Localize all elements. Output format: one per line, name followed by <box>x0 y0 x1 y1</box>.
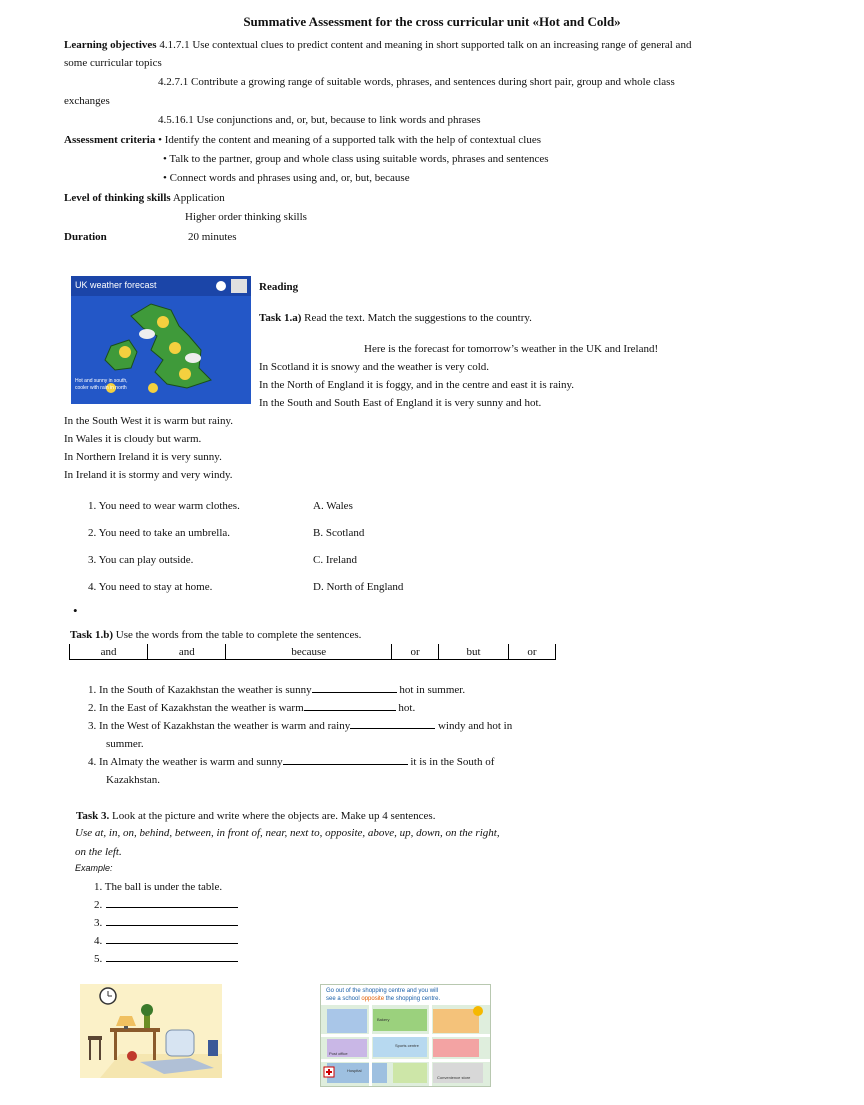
thinking-skills-label: Level of thinking skills <box>64 192 171 204</box>
answer-blank[interactable] <box>304 701 396 711</box>
sentence-item <box>88 683 465 697</box>
suggestion-item: 3. You can play outside. <box>88 554 194 566</box>
sentence-item <box>88 755 494 769</box>
room-picture-graphic <box>80 984 222 1078</box>
task1b-label: Task 1.b) <box>70 629 114 641</box>
answer-blank[interactable] <box>312 683 397 693</box>
sentence-after: it is in the South of <box>410 756 495 768</box>
word-cell: but <box>439 644 509 660</box>
task3-item <box>94 898 238 912</box>
duration-label: Duration <box>64 231 107 243</box>
town-map-icon <box>320 984 491 1087</box>
town-caption-line: the shopping centre. <box>385 996 441 1002</box>
thinking-skill: Application <box>172 192 225 204</box>
sentence-continuation: Kazakhstan. <box>106 774 161 786</box>
answer-line[interactable] <box>106 952 238 962</box>
word-cell: and <box>148 644 226 660</box>
criteria-text: • Identify the content and meaning of a supported talk with the help of contextual clues <box>158 134 542 146</box>
answer-line[interactable] <box>106 916 238 926</box>
learning-objectives-label: Learning objectives <box>64 39 157 51</box>
forecast-line: In Wales it is cloudy but warm. <box>64 433 202 445</box>
objective-text: some curricular topics <box>64 57 162 69</box>
task3-item-number: 5. <box>94 953 103 965</box>
town-caption-line: see a school <box>326 996 360 1002</box>
sentence-after: hot. <box>398 702 416 714</box>
answer-blank[interactable] <box>350 719 435 729</box>
answer-blank[interactable] <box>283 755 408 765</box>
town-label: Post office <box>329 1051 348 1056</box>
objective-text: 4.2.7.1 Contribute a growing range of suitable words, phrases, and sentences during short pair, group and whole class <box>158 76 675 88</box>
forecast-line: In the South West it is warm but rainy. <box>64 415 233 427</box>
sentence-before: In the East of Kazakhstan the weather is warm <box>99 702 304 714</box>
task3-item <box>94 952 238 966</box>
town-caption-highlight: opposite <box>361 996 385 1002</box>
sentence-continuation: summer. <box>106 738 144 750</box>
task3-item-number: 4. <box>94 935 103 947</box>
sentence-after: hot in summer. <box>399 684 466 696</box>
answer-line[interactable] <box>106 898 238 908</box>
town-label: Bakery <box>377 1017 390 1022</box>
reading-task <box>259 311 532 325</box>
thinking-skill: Higher order thinking skills <box>185 211 307 223</box>
town-map-caption <box>326 987 440 1003</box>
task3-item: 1. The ball is under the table. <box>94 881 223 893</box>
weather-map-icon <box>71 276 251 404</box>
forecast-line: In Northern Ireland it is very sunny. <box>64 451 222 463</box>
task3-example-label: Example: <box>75 863 113 873</box>
task3-item-number: 3. <box>94 917 103 929</box>
sentence-item <box>88 701 415 715</box>
word-cell: and <box>70 644 148 660</box>
country-item: C. Ireland <box>313 554 357 566</box>
objective-text: 4.5.16.1 Use conjunctions and, or, but, because to link words and phrases <box>158 114 481 126</box>
duration-value: 20 minutes <box>188 231 237 243</box>
country-item: D. North of England <box>313 581 404 593</box>
sentence-item <box>88 719 512 733</box>
objective-text: exchanges <box>64 95 110 107</box>
task3-use-line: Use at, in, on, behind, between, in front of, near, next to, opposite, above, up, down, on the right, <box>75 827 500 839</box>
town-label: Convenience store <box>437 1075 471 1080</box>
suggestion-item: 4. You need to stay at home. <box>88 581 213 593</box>
map-title: UK weather forecast <box>75 280 157 290</box>
sentence-before: In the South of Kazakhstan the weather is sunny <box>99 684 312 696</box>
task3-item-number: 2. <box>94 899 103 911</box>
town-label: Hospital <box>347 1068 362 1073</box>
sentence-before: In Almaty the weather is warm and sunny <box>99 756 283 768</box>
task3-use-line: on the left. <box>75 846 122 858</box>
task3-instruction <box>76 809 435 823</box>
word-table <box>69 644 556 660</box>
suggestion-item: 2. You need to take an umbrella. <box>88 527 231 539</box>
map-caption-line: cooler with rain in north <box>75 385 127 391</box>
reading-task-label: Task 1.a) <box>259 312 302 324</box>
bullet: • <box>73 603 78 618</box>
sentence-after: windy and hot in <box>437 720 513 732</box>
forecast-line: In the South and South East of England it is very sunny and hot. <box>259 397 542 409</box>
page-title: Summative Assessment for the cross curricular unit «Hot and Cold» <box>243 14 621 29</box>
assessment-criteria-label: Assessment criteria <box>64 134 156 146</box>
word-cell: or <box>392 644 439 660</box>
criteria-text: • Talk to the partner, group and whole class using suitable words, phrases and sentences <box>163 153 549 165</box>
map-caption <box>75 378 128 392</box>
country-item: B. Scotland <box>313 527 365 539</box>
sentence-number: 4. <box>88 756 97 768</box>
suggestion-item: 1. You need to wear warm clothes. <box>88 500 240 512</box>
reading-task-text: Read the text. Match the suggestions to the country. <box>304 312 532 324</box>
forecast-line: In the North of England it is foggy, and in the centre and east it is rainy. <box>259 379 575 391</box>
sentence-number: 2. <box>88 702 97 714</box>
task3-item <box>94 934 238 948</box>
room-picture-icon <box>80 984 222 1078</box>
forecast-intro: Here is the forecast for tomorrow’s weather in the UK and Ireland! <box>364 343 659 355</box>
task1b-instruction <box>70 628 361 642</box>
learning-objectives <box>64 38 691 52</box>
sentence-before: In the West of Kazakhstan the weather is warm and rainy <box>99 720 351 732</box>
assessment-criteria <box>64 133 541 147</box>
task3-text: Look at the picture and write where the objects are. Make up 4 sentences. <box>111 810 436 822</box>
map-caption-line: Hot and sunny in south, <box>75 378 128 384</box>
town-caption-line: Go out of the shopping centre and you will <box>326 988 439 994</box>
thinking-skills <box>64 191 225 205</box>
word-cell: because <box>226 644 392 660</box>
reading-heading: Reading <box>259 281 299 293</box>
task1b-text: Use the words from the table to complete the sentences. <box>115 629 362 641</box>
sentence-number: 3. <box>88 720 97 732</box>
forecast-line: In Scotland it is snowy and the weather is very cold. <box>259 361 490 373</box>
forecast-line: In Ireland it is stormy and very windy. <box>64 469 233 481</box>
word-cell: or <box>508 644 555 660</box>
objective-text: 4.1.7.1 Use contextual clues to predict content and meaning in short supported talk on an increasing range of general and <box>159 39 692 51</box>
answer-line[interactable] <box>106 934 238 944</box>
sentence-number: 1. <box>88 684 97 696</box>
country-item: A. Wales <box>313 500 353 512</box>
task3-label: Task 3. <box>76 810 110 822</box>
criteria-text: • Connect words and phrases using and, or, but, because <box>163 172 410 184</box>
task3-item <box>94 916 238 930</box>
town-label: Sports centre <box>395 1043 419 1048</box>
